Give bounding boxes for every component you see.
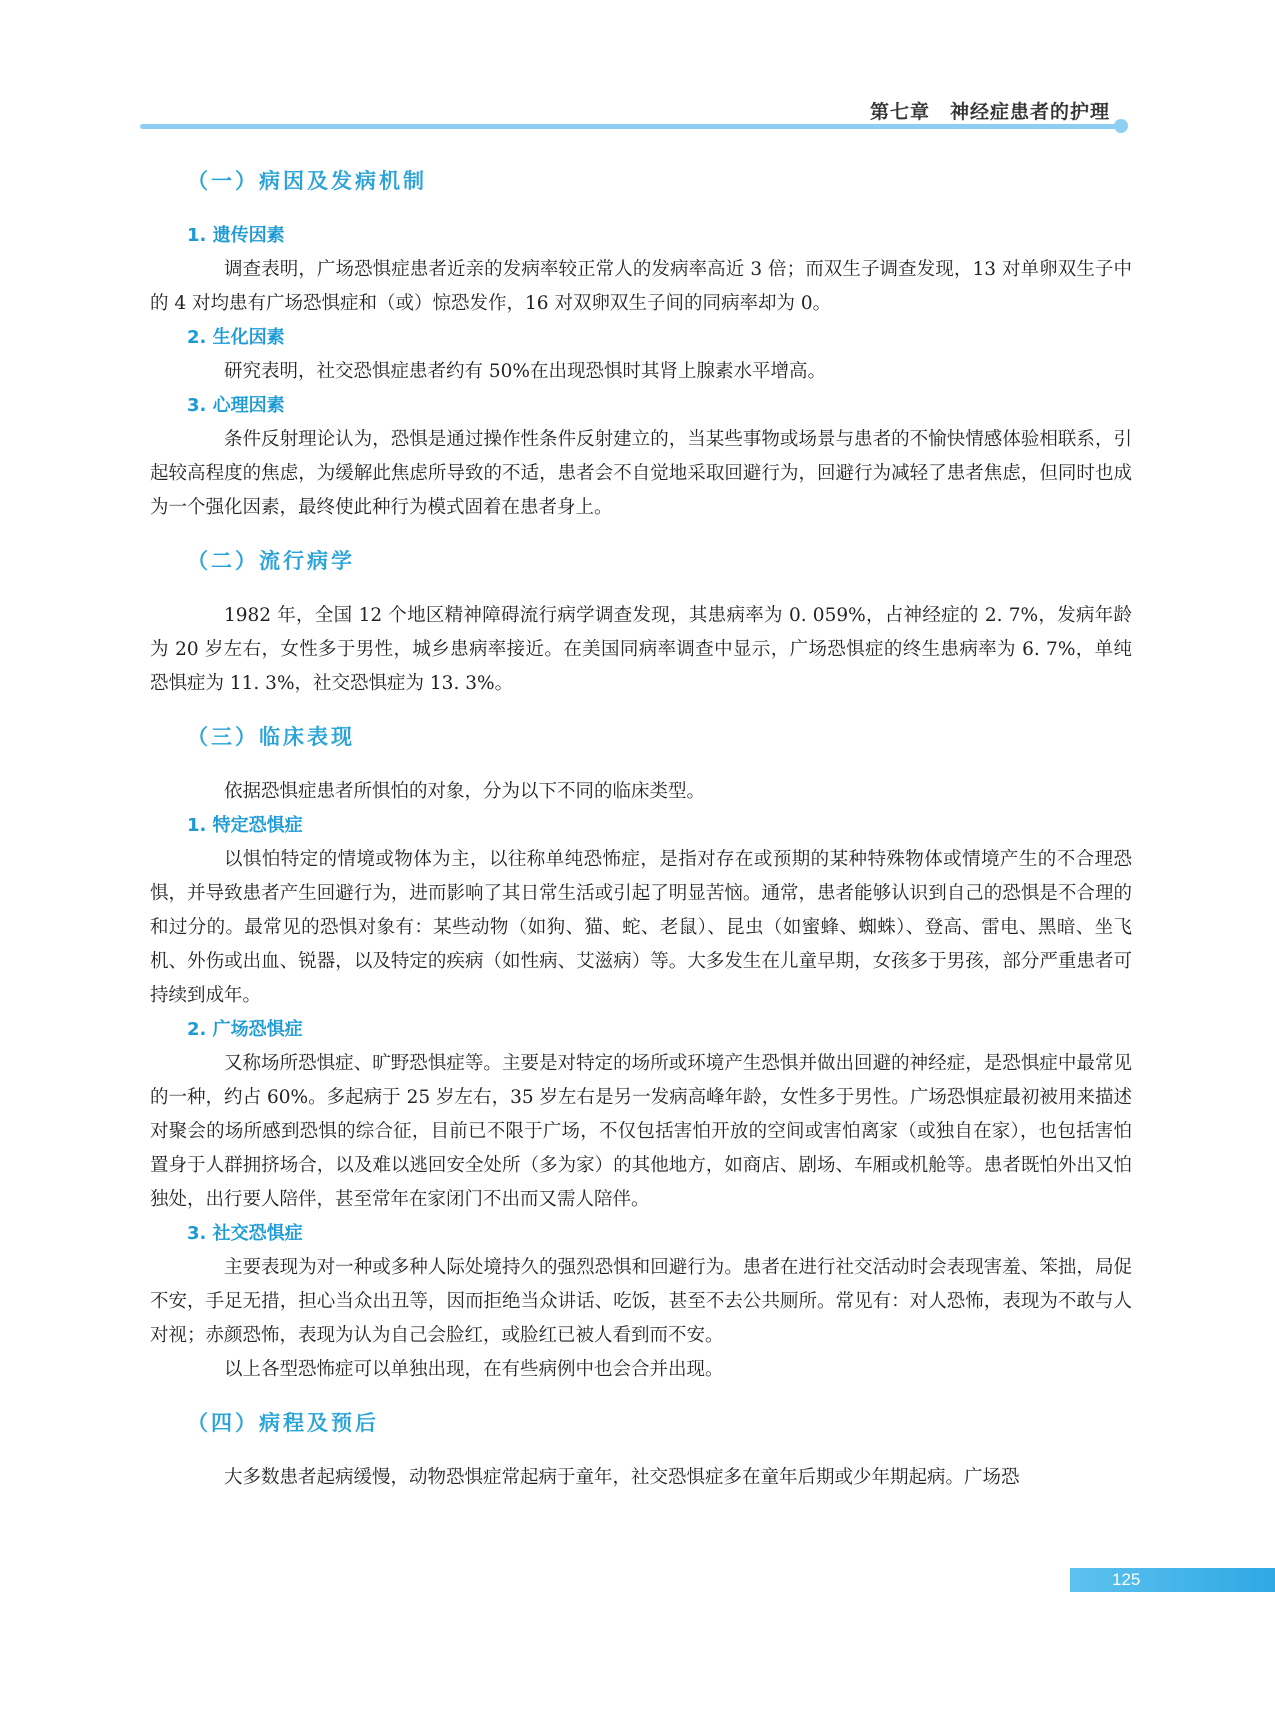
chapter-title: 第七章 神经症患者的护理 xyxy=(869,101,1110,123)
subheading-genetic-factors: 1. 遗传因素 xyxy=(187,225,285,246)
paragraph: 研究表明，社交恐惧症患者约有 50%在出现恐惧时其肾上腺素水平增高。 xyxy=(224,361,827,382)
section-heading-epidemiology: （二）流行病学 xyxy=(187,548,355,573)
paragraph: 以上各型恐怖症可以单独出现，在有些病例中也会合并出现。 xyxy=(224,1359,724,1380)
header-rule-dot xyxy=(1114,119,1128,133)
paragraph: 1982 年，全国 12 个地区精神障碍流行病学调查发现，其患病率为 0. 059%，占神经症的 2. 7%，发病年龄为 20 岁左右，女性多于男性，城乡患病率接近。在美国同病率调查中显示，广场恐惧症的终生患病率为 6. 7%，单纯恐惧症为 11. 3%，社交恐惧症为 13. 3%。 xyxy=(150,605,1132,694)
subheading-specific-phobia: 1. 特定恐惧症 xyxy=(187,815,303,836)
subheading-social-phobia: 3. 社交恐惧症 xyxy=(187,1223,303,1244)
paragraph: 条件反射理论认为，恐惧是通过操作性条件反射建立的，当某些事物或场景与患者的不愉快情感体验相联系，引起较高程度的焦虑，为缓解此焦虑所导致的不适，患者会不自觉地采取回避行为，回避行为减轻了患者焦虑，但同时也成为一个强化因素，最终使此种行为模式固着在患者身上。 xyxy=(150,429,1132,518)
paragraph: 大多数患者起病缓慢，动物恐惧症常起病于童年，社交恐惧症多在童年后期或少年期起病。广场恐 xyxy=(224,1467,1020,1488)
page-number: 125 xyxy=(1112,1570,1141,1589)
section-heading-course-prognosis: （四）病程及预后 xyxy=(187,1410,379,1435)
paragraph: 依据恐惧症患者所惧怕的对象，分为以下不同的临床类型。 xyxy=(224,781,706,802)
paragraph: 又称场所恐惧症、旷野恐惧症等。主要是对特定的场所或环境产生恐惧并做出回避的神经症，是恐惧症中最常见的一种，约占 60%。多起病于 25 岁左右，35 岁左右是另一发病高峰年龄，女性多于男性。广场恐惧症最初被用来描述对聚会的场所感到恐惧的综合征，目前已不限于广场，不仅包括害怕开放的空间或害怕离家（或独自在家），也包括害怕置身于人群拥挤场合，以及难以逃回安全处所（多为家）的其他地方，如商店、剧场、车厢或机舱等。患者既怕外出又怕独处，出行要人陪伴，甚至常年在家闭门不出而又需人陪伴。 xyxy=(150,1053,1132,1210)
page-number-bar xyxy=(1070,1568,1275,1592)
section-heading-etiology: （一）病因及发病机制 xyxy=(187,168,427,193)
paragraph: 主要表现为对一种或多种人际处境持久的强烈恐惧和回避行为。患者在进行社交活动时会表现害羞、笨拙，局促不安，手足无措，担心当众出丑等，因而拒绝当众讲话、吃饭，甚至不去公共厕所。常见有：对人恐怖，表现为不敢与人对视；赤颜恐怖，表现为认为自己会脸红，或脸红已被人看到而不安。 xyxy=(150,1257,1132,1346)
page-content xyxy=(150,165,1132,1495)
paragraph: 调查表明，广场恐惧症患者近亲的发病率较正常人的发病率高近 3 倍；而双生子调查发现，13 对单卵双生子中的 4 对均患有广场恐惧症和（或）惊恐发作，16 对双卵双生子间的同病率却为 0。 xyxy=(150,259,1132,314)
section-heading-clinical-manifestations: （三）临床表现 xyxy=(187,724,355,749)
subheading-biochemical-factors: 2. 生化因素 xyxy=(187,327,285,348)
header-rule xyxy=(140,124,1125,129)
subheading-psychological-factors: 3. 心理因素 xyxy=(187,395,285,416)
paragraph: 以惧怕特定的情境或物体为主，以往称单纯恐怖症，是指对存在或预期的某种特殊物体或情境产生的不合理恐惧，并导致患者产生回避行为，进而影响了其日常生活或引起了明显苦恼。通常，患者能够认识到自己的恐惧是不合理的和过分的。最常见的恐惧对象有：某些动物（如狗、猫、蛇、老鼠）、昆虫（如蜜蜂、蜘蛛）、登高、雷电、黑暗、坐飞机、外伤或出血、锐器，以及特定的疾病（如性病、艾滋病）等。大多发生在儿童早期，女孩多于男孩，部分严重患者可持续到成年。 xyxy=(150,849,1132,1006)
subheading-agoraphobia: 2. 广场恐惧症 xyxy=(187,1019,303,1040)
